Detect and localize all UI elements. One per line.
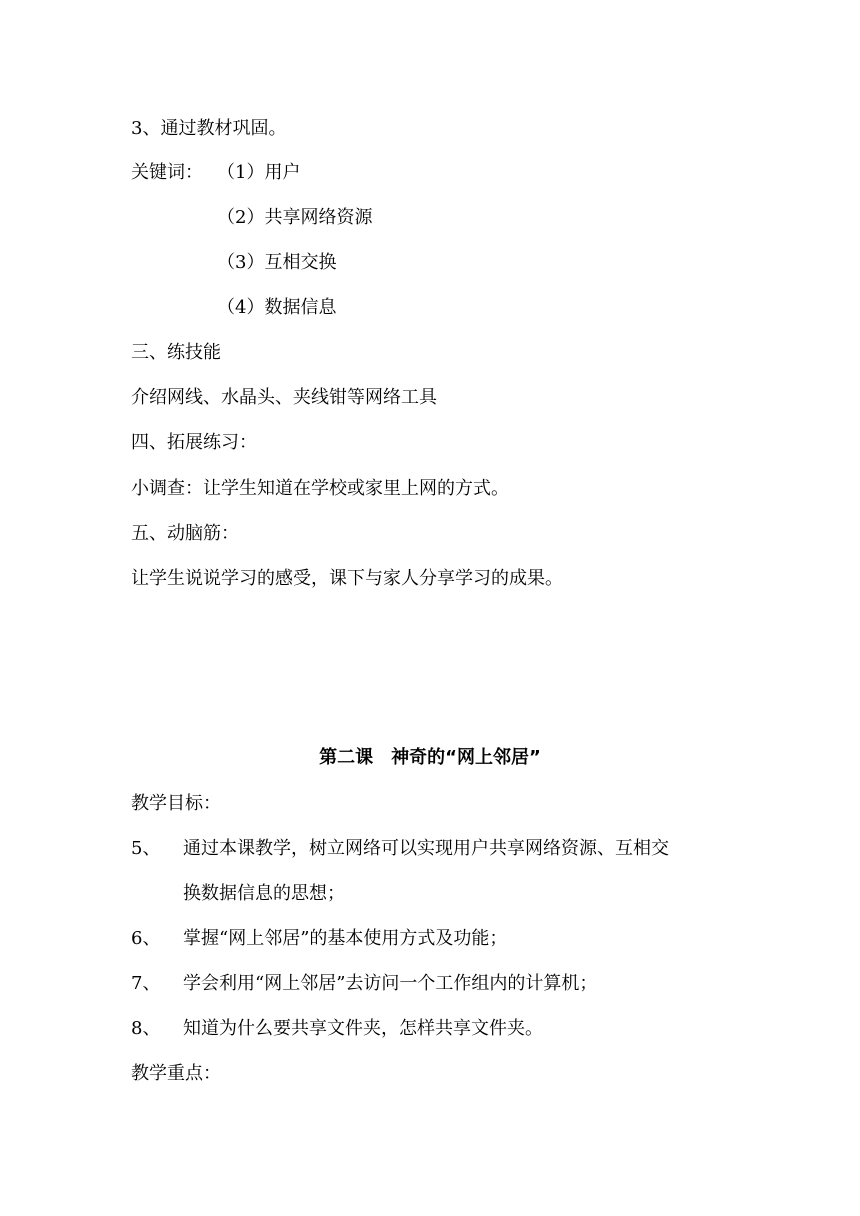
objective-text-5: 通过本课教学，树立网络可以实现用户共享网络资源、互相交 bbox=[183, 838, 669, 859]
practice-heading: 三、练技能 bbox=[131, 342, 221, 363]
objective-number-6: 6、 bbox=[131, 928, 161, 949]
objectives-label: 教学目标： bbox=[131, 793, 221, 814]
practice-text: 介绍网线、水晶头、夹线钳等网络工具 bbox=[131, 387, 437, 408]
keyword-item-2: （2）共享网络资源 bbox=[217, 207, 373, 228]
keywords-label: 关键词： bbox=[131, 162, 203, 183]
objective-number-7: 7、 bbox=[131, 973, 161, 994]
objective-number-8: 8、 bbox=[131, 1018, 161, 1039]
objective-continuation-5: 换数据信息的思想； bbox=[183, 883, 345, 904]
keyword-item-4: （4）数据信息 bbox=[217, 297, 337, 318]
objective-text-8: 知道为什么要共享文件夹，怎样共享文件夹。 bbox=[183, 1018, 543, 1039]
consolidate-line: 3、通过教材巩固。 bbox=[131, 118, 287, 139]
objective-number-5: 5、 bbox=[131, 838, 161, 859]
extension-text: 小调查：让学生知道在学校或家里上网的方式。 bbox=[131, 478, 509, 499]
objective-text-6: 掌握“网上邻居”的基本使用方式及功能； bbox=[183, 928, 508, 949]
objective-text-7: 学会利用“网上邻居”去访问一个工作组内的计算机； bbox=[183, 973, 598, 994]
keyword-item-3: （3）互相交换 bbox=[217, 252, 337, 273]
brain-heading: 五、动脑筋： bbox=[131, 523, 239, 544]
brain-text: 让学生说说学习的感受，课下与家人分享学习的成果。 bbox=[131, 568, 563, 589]
keyword-item-1: （1）用户 bbox=[217, 162, 301, 183]
lesson-title: 第二课 神奇的“网上邻居” bbox=[319, 747, 541, 768]
extension-heading: 四、拓展练习： bbox=[131, 432, 257, 453]
key-points-label: 教学重点： bbox=[131, 1063, 221, 1084]
